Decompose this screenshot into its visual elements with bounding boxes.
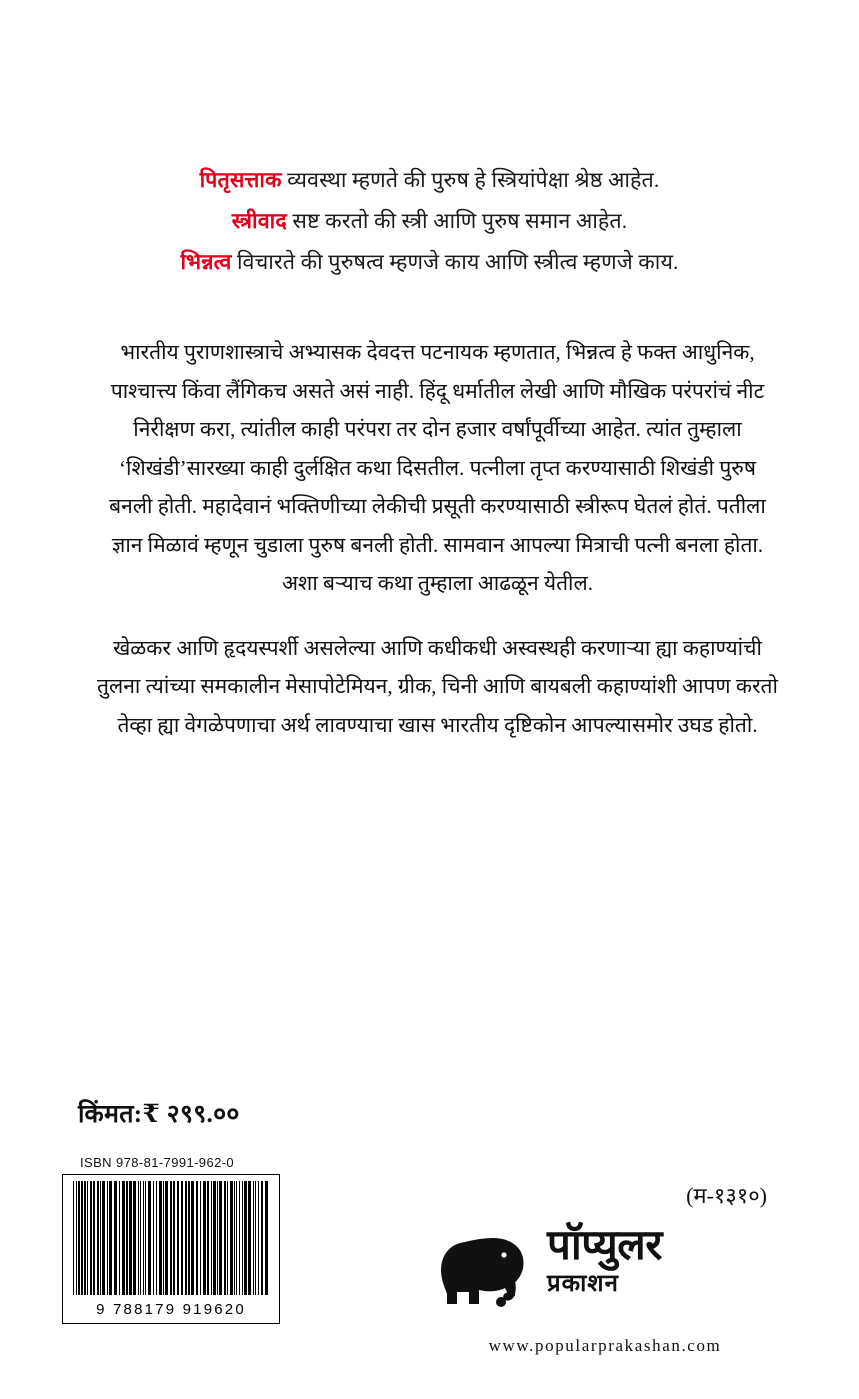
blurb-paragraph-1: भारतीय पुराणशास्त्राचे अभ्यासक देवदत्त पटनायक म्हणतात, भिन्नत्व हे फक्त आधुनिक, पाश्चात्त्य किंवा लैंगिकच असते असं नाही. हिंदू धर्मातील लेखी आणि मौखिक परंपरांचं नीट निरीक्षण करा, त्यांतील काही परंपरा तर दोन हजार वर्षांपूर्वीच्या आहेत. त्यांत तुम्हाला ‘शिखंडी’सारख्या काही दुर्लक्षित कथा दिसतील. पत्नीला तृप्त करण्यासाठी शिखंडी पुरुष बनली होती. महादेवानं भक्तिणीच्या लेकीची प्रसूती करण्यासाठी स्त्रीरूप घेतलं होतं. पतीला ज्ञान मिळावं म्हणून चुडाला पुरुष बनली होती. सामवान आपल्या मित्राची पत्नी बनला होता. अशा बऱ्याच कथा तुम्हाला आढळून येतील. xyxy=(109,340,766,595)
publisher-name-block xyxy=(547,1222,777,1298)
barcode-bars xyxy=(73,1181,269,1295)
headline-rest-2: सष्ट करतो की स्त्री आणि पुरुष समान आहेत. xyxy=(286,209,628,233)
headline-line-2 xyxy=(60,201,799,242)
headline-rest-3: विचारते की पुरुषत्व म्हणजे काय आणि स्त्रीत्व म्हणजे काय. xyxy=(231,250,679,274)
catalog-code: (म-१३१०) xyxy=(686,1183,767,1208)
price-label: किंमत:₹ २९९.०० xyxy=(78,1101,240,1128)
headline-keyword-3: भिन्नत्व xyxy=(180,250,232,274)
headline-line-1 xyxy=(60,160,799,201)
publisher-name-main: पॉप्युलर xyxy=(547,1223,662,1269)
blurb-paragraph-2: खेळकर आणि हृदयस्पर्शी असलेल्या आणि कधीकधी अस्वस्थही करणाऱ्या ह्या कहाण्यांची तुलना त्यांच्या समकालीन मेसापोटेमियन, ग्रीक, चिनी आणि बायबली कहाण्यांशी आपण करतो तेव्हा ह्या वेगळेपणाचा अर्थ लावण्याचा खास भारतीय दृष्टिकोन आपल्यासमोर उघड होतो. xyxy=(97,635,778,737)
isbn-label: ISBN 978-81-7991-962-0 xyxy=(80,1155,235,1170)
headline-keyword-1: पितृसत्ताक xyxy=(199,168,282,192)
headline-keyword-2: स्त्रीवाद xyxy=(231,209,287,233)
barcode xyxy=(62,1174,280,1324)
publisher-website: www.popularprakashan.com xyxy=(488,1336,722,1355)
publisher-name-sub: प्रकाशन xyxy=(547,1271,619,1297)
elephant-icon xyxy=(435,1228,543,1312)
headline-line-3 xyxy=(60,242,799,283)
publisher-logo xyxy=(435,1222,775,1327)
blurb-body xyxy=(96,333,779,770)
barcode-digits: 9 788179 919620 xyxy=(96,1301,246,1318)
headline-block xyxy=(0,160,859,283)
headline-rest-1: व्यवस्था म्हणते की पुरुष हे स्त्रियांपेक्षा श्रेष्ठ आहेत. xyxy=(281,168,660,192)
